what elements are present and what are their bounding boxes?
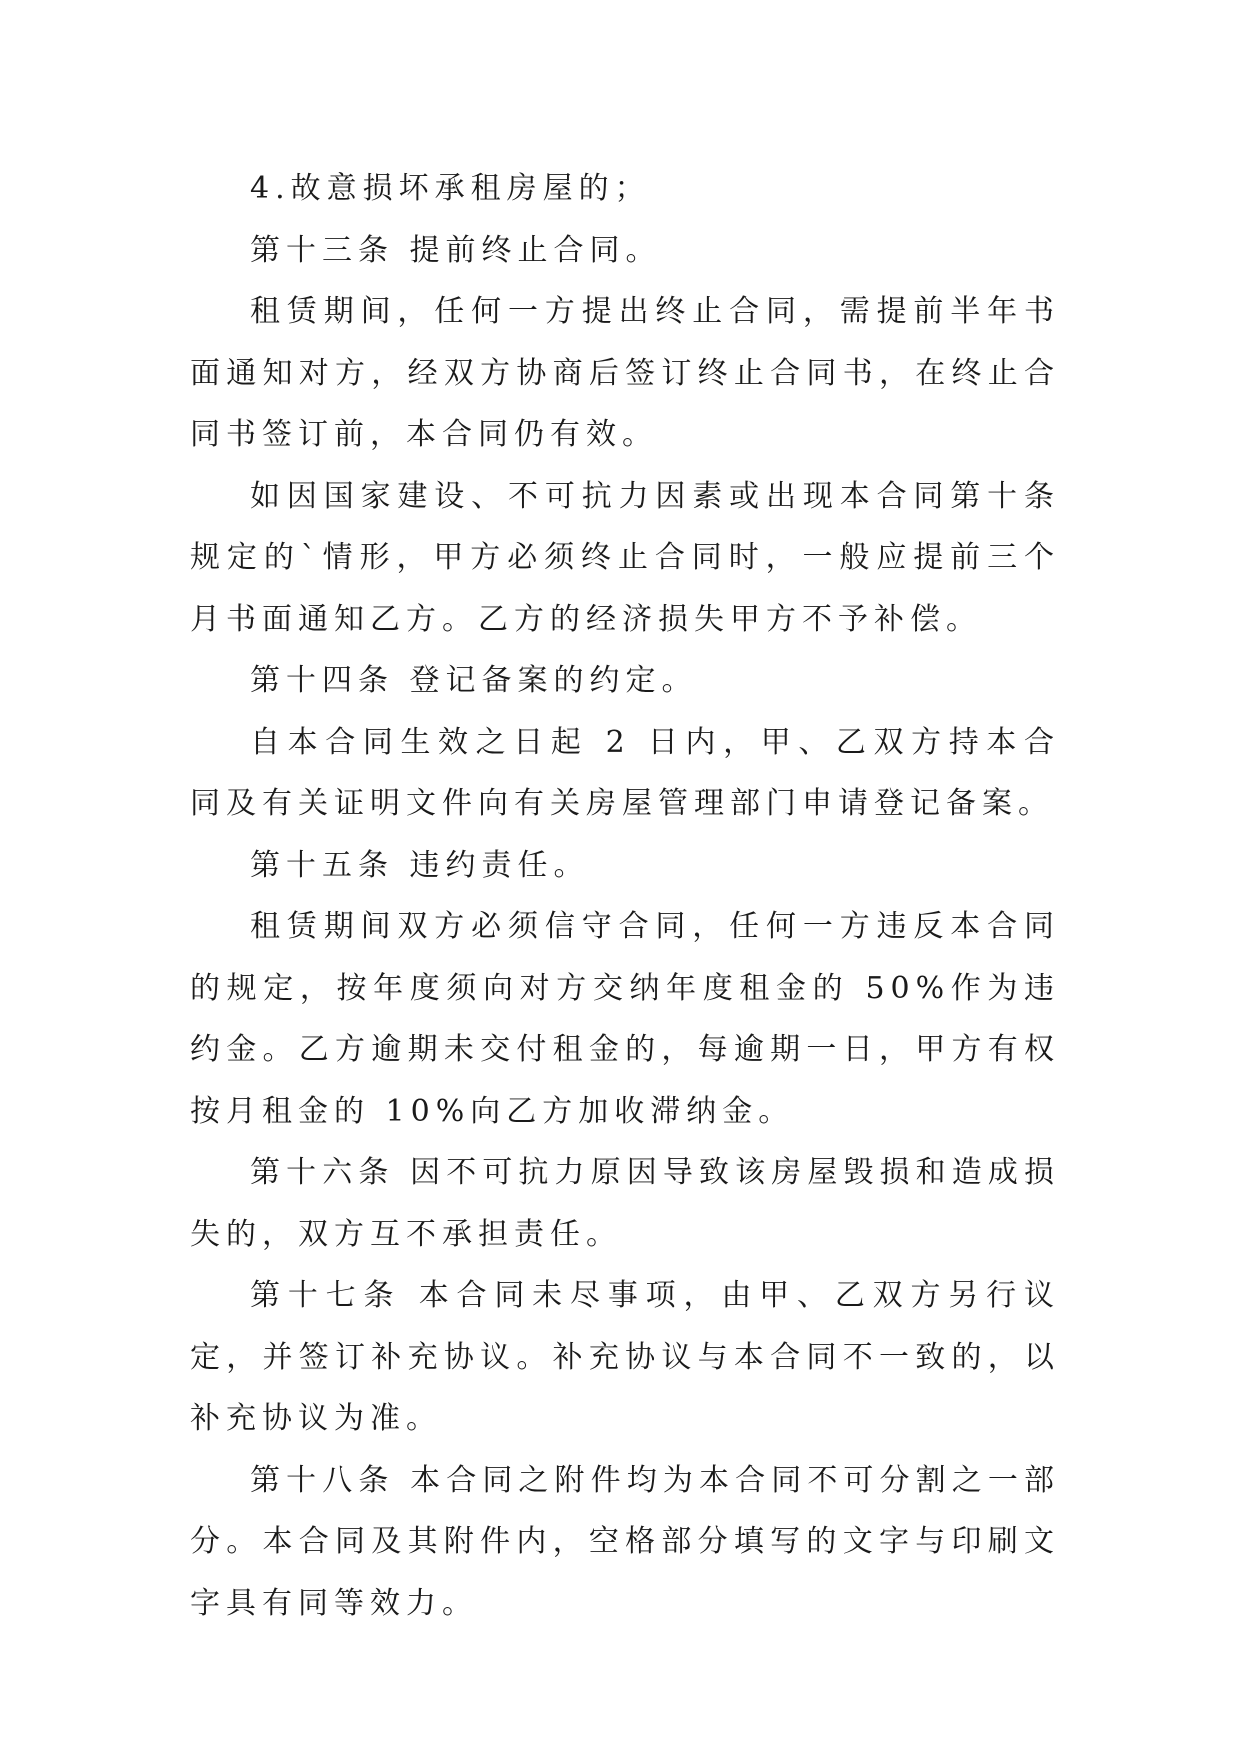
paragraph-article-16: 第十六条 因不可抗力原因导致该房屋毁损和造成损失的，双方互不承担责任。	[190, 1155, 1060, 1252]
heading-article-13: 第十三条 提前终止合同。	[250, 232, 662, 268]
paragraph-early-termination-notice: 租赁期间，任何一方提出终止合同，需提前半年书面通知对方，经双方协商后签订终止合同书，在终止合同书签订前，本合同仍有效。	[190, 294, 1060, 452]
paragraph-article-17: 第十七条 本合同未尽事项，由甲、乙双方另行议定，并签订补充协议。补充协议与本合同不一致的，以补充协议为准。	[190, 1278, 1060, 1436]
paragraph-force-majeure-termination: 如因国家建设、不可抗力因素或出现本合同第十条规定的`情形，甲方必须终止合同时，一般应提前三个月书面通知乙方。乙方的经济损失甲方不予补偿。	[190, 478, 1060, 637]
heading-article-15: 第十五条 违约责任。	[250, 847, 590, 883]
paragraph-registration: 自本合同生效之日起 2 日内，甲、乙双方持本合同及有关证明文件向有关房屋管理部门申请登记备案。	[190, 724, 1060, 821]
paragraph-breach-liability: 租赁期间双方必须信守合同，任何一方违反本合同的规定，按年度须向对方交纳年度租金的 50%作为违约金。乙方逾期未交付租金的，每逾期一日，甲方有权按月租金的 10%向乙方加收滞纳金。	[190, 909, 1060, 1129]
heading-article-14: 第十四条 登记备案的约定。	[250, 663, 698, 698]
document-body	[190, 158, 1060, 1634]
paragraph-article-18: 第十八条 本合同之附件均为本合同不可分割之一部分。本合同及其附件内，空格部分填写的文字与印刷文字具有同等效力。	[190, 1462, 1060, 1621]
paragraph-clause-4: 4.故意损坏承租房屋的；	[250, 171, 651, 206]
